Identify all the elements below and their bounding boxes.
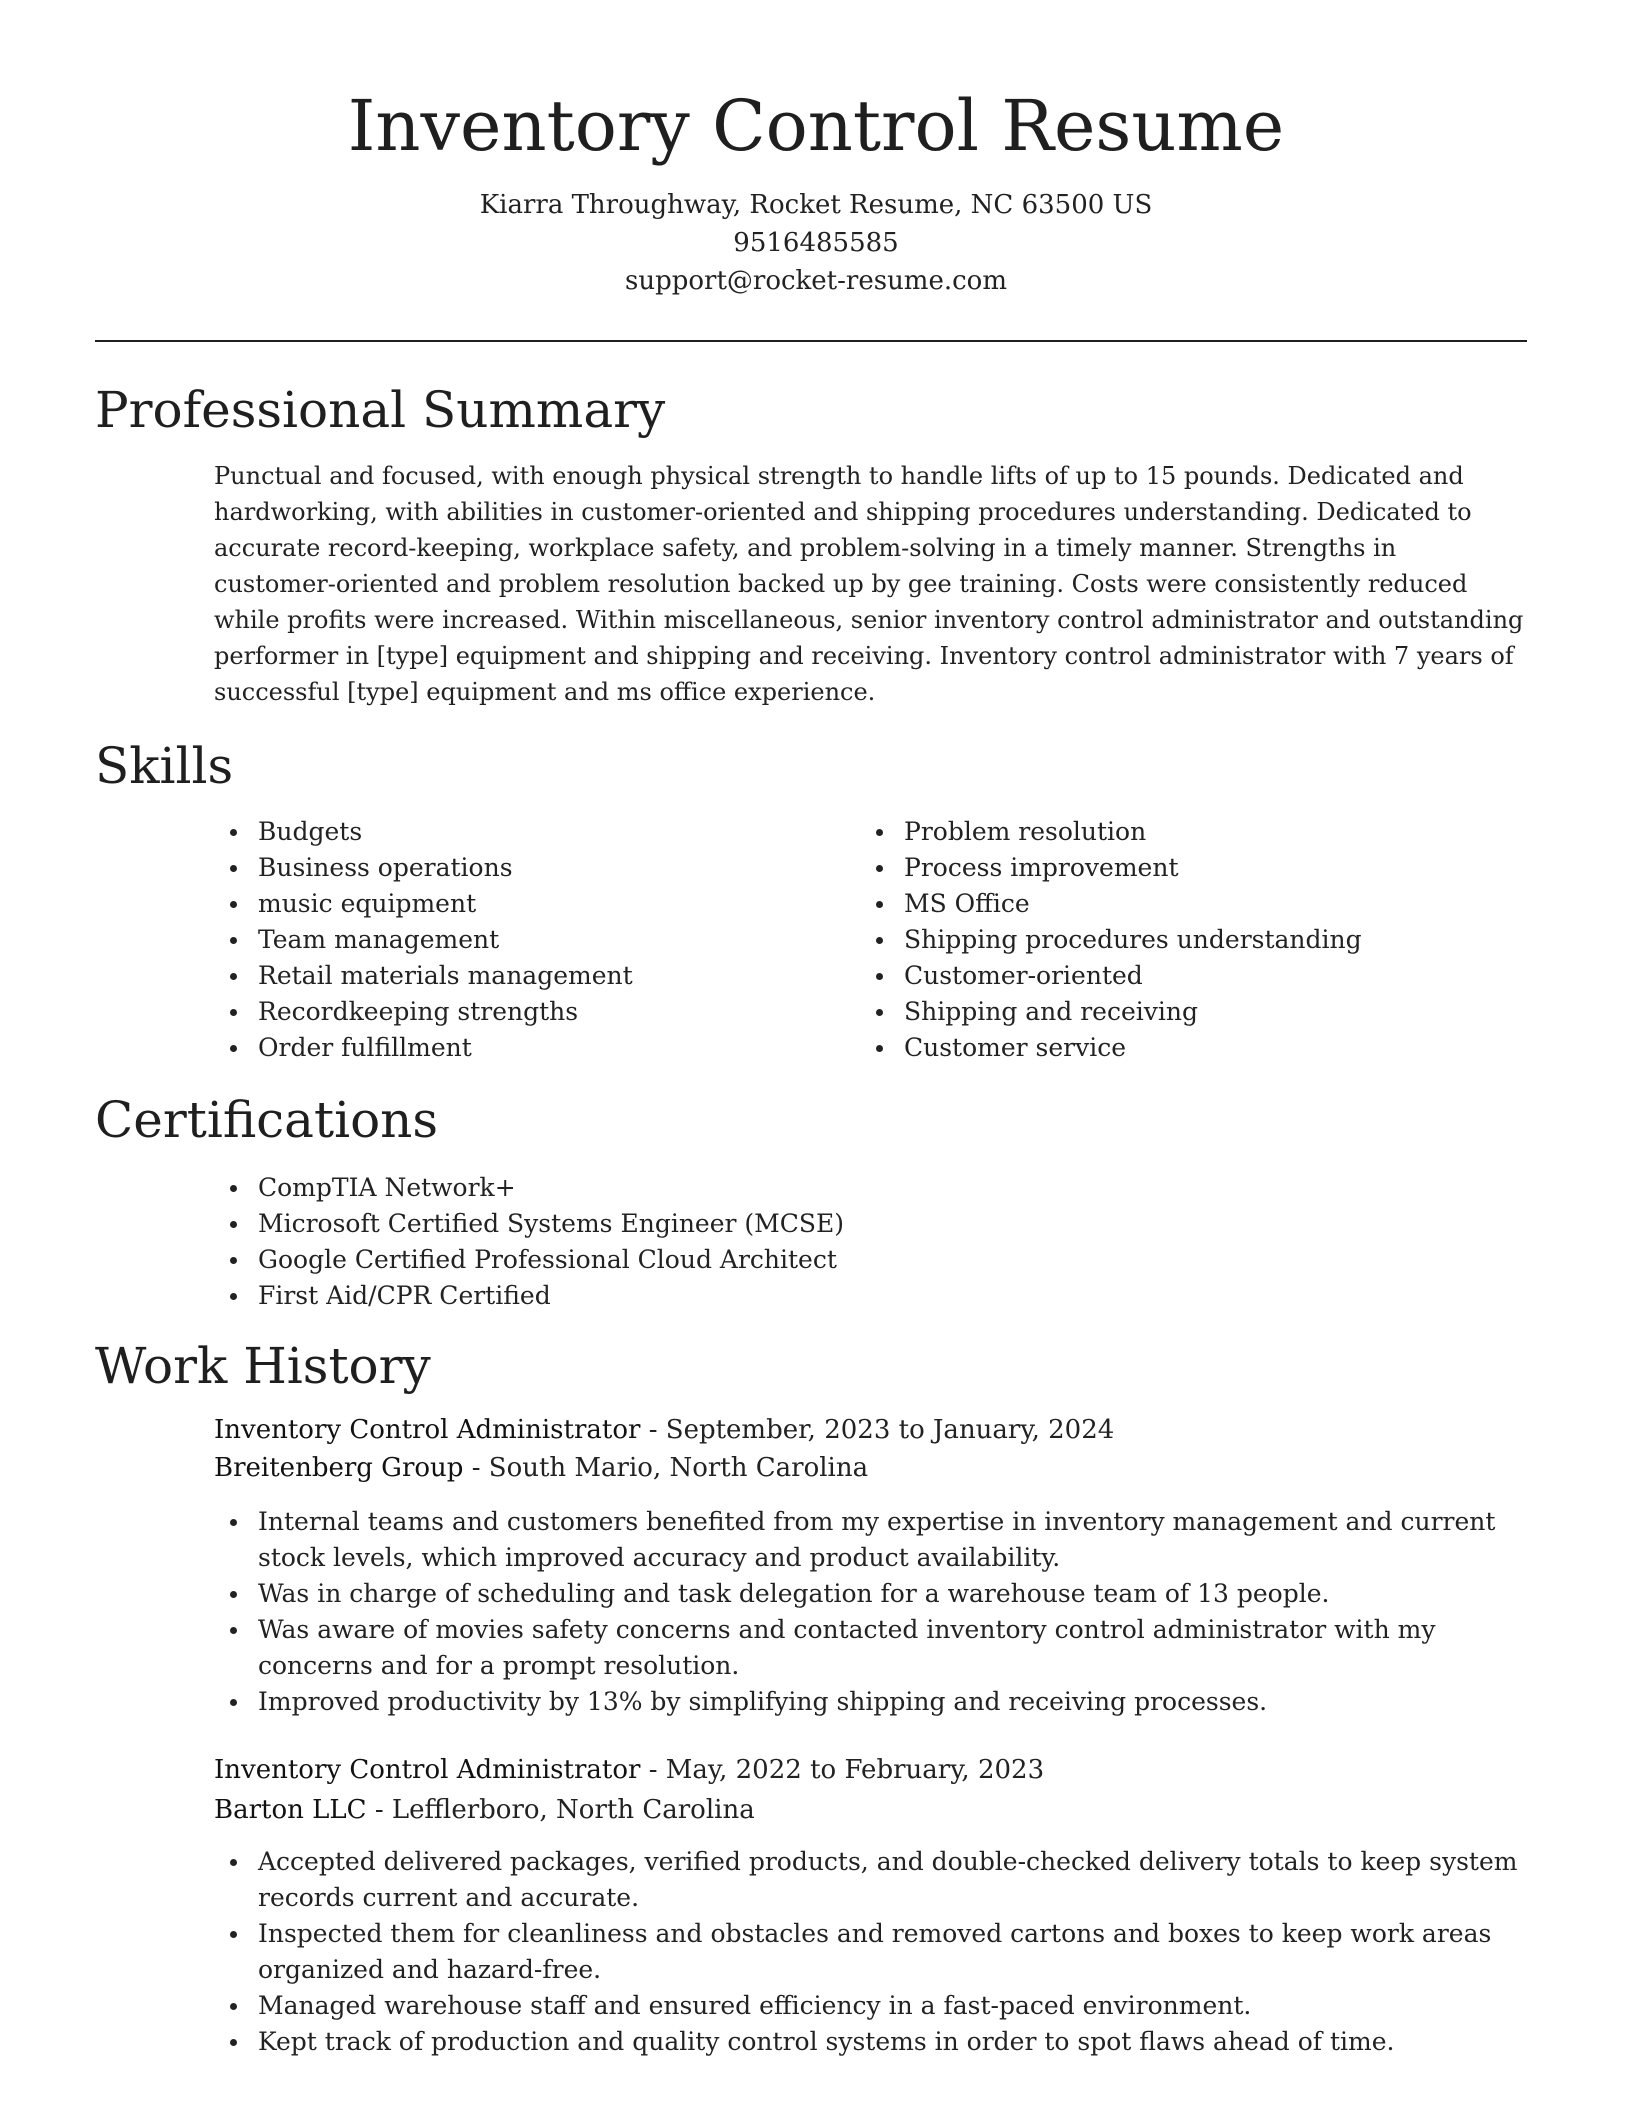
job-duty: Inspected them for cleanliness and obstacles and removed cartons and boxes to keep work areas organized and hazard-free. xyxy=(214,1916,1524,1988)
certification-item: First Aid/CPR Certified xyxy=(214,1278,1524,1314)
contact-email: support@rocket-resume.com xyxy=(624,266,1007,296)
skill-item: Budgets xyxy=(214,814,854,850)
job-role: Inventory Control Administrator xyxy=(214,1755,641,1785)
skills-heading: Skills xyxy=(95,737,234,795)
job-duty: Accepted delivered packages, verified products, and double-checked delivery totals to keep system records current and accurate. xyxy=(214,1844,1524,1916)
job-duties-list xyxy=(214,1844,1524,2060)
job-duty: Was in charge of scheduling and task delegation for a warehouse team of 13 people. xyxy=(214,1576,1524,1612)
skill-item: Shipping and receiving xyxy=(860,994,1524,1030)
job-company: Breitenberg Group xyxy=(214,1453,464,1483)
job-company-line xyxy=(214,1448,868,1488)
certifications-heading: Certifications xyxy=(95,1091,439,1149)
skill-item: Recordkeeping strengths xyxy=(214,994,854,1030)
skill-item: Customer service xyxy=(860,1030,1524,1066)
skill-item: Retail materials management xyxy=(214,958,854,994)
skill-item: Business operations xyxy=(214,850,854,886)
certification-item: CompTIA Network+ xyxy=(214,1170,1524,1206)
job-company: Barton LLC xyxy=(214,1795,367,1825)
header-divider xyxy=(95,340,1527,342)
job-duty: Internal teams and customers benefited from my expertise in inventory management and current stock levels, which improved accuracy and product availability. xyxy=(214,1504,1524,1576)
skill-item: Problem resolution xyxy=(860,814,1524,850)
skill-item: Process improvement xyxy=(860,850,1524,886)
resume-title: Inventory Control Resume xyxy=(347,85,1285,167)
job-duty: Improved productivity by 13% by simplifying shipping and receiving processes. xyxy=(214,1684,1524,1720)
skill-item: MS Office xyxy=(860,886,1524,922)
job-duty: Kept track of production and quality control systems in order to spot flaws ahead of time. xyxy=(214,2024,1524,2060)
contact-address: Kiarra Throughway, Rocket Resume, NC 63500 US xyxy=(479,190,1153,220)
skills-list-left xyxy=(214,814,854,1066)
skill-item: Shipping procedures understanding xyxy=(860,922,1524,958)
skill-item: Team management xyxy=(214,922,854,958)
certification-item: Microsoft Certified Systems Engineer (MCSE) xyxy=(214,1206,1524,1242)
summary-heading: Professional Summary xyxy=(95,381,666,439)
resume-header xyxy=(0,80,1632,300)
skill-item: Customer-oriented xyxy=(860,958,1524,994)
job-duty: Was aware of movies safety concerns and contacted inventory control administrator with my concerns and for a prompt resolution. xyxy=(214,1612,1524,1684)
job-company-line xyxy=(214,1790,755,1830)
summary-text: Punctual and focused, with enough physical strength to handle lifts of up to 15 pounds. Dedicated and hardworking, with abilities in customer-oriented and shipping procedures understanding. Dedicated to accurate record-keeping, workplace safety, and problem-solving in a timely manner. Strengths in customer-oriented and problem resolution backed up by gee training. Costs were consistently reduced while profits were increased. Within miscellaneous, senior inventory control administrator and outstanding performer in [type] equipment and shipping and receiving. Inventory control administrator with 7 years of successful [type] equipment and ms office experience. xyxy=(214,462,1524,706)
job-dates: - September, 2023 to January, 2024 xyxy=(640,1415,1115,1445)
certification-item: Google Certified Professional Cloud Architect xyxy=(214,1242,1524,1278)
contact-phone: 9516485585 xyxy=(733,228,899,258)
job-title-line xyxy=(214,1750,1044,1790)
job-duty: Managed warehouse staff and ensured efficiency in a fast-paced environment. xyxy=(214,1988,1524,2024)
job-duties-list xyxy=(214,1504,1524,1720)
job-location: - South Mario, North Carolina xyxy=(463,1453,869,1483)
skill-item: music equipment xyxy=(214,886,854,922)
certifications-list xyxy=(214,1170,1524,1314)
contact-block xyxy=(0,186,1632,300)
skills-list-right xyxy=(860,814,1524,1066)
skill-item: Order fulfillment xyxy=(214,1030,854,1066)
job-location: - Lefflerboro, North Carolina xyxy=(366,1795,755,1825)
work-history-heading: Work History xyxy=(95,1337,431,1395)
job-dates: - May, 2022 to February, 2023 xyxy=(640,1755,1045,1785)
job-title-line xyxy=(214,1410,1114,1450)
job-role: Inventory Control Administrator xyxy=(214,1415,641,1445)
